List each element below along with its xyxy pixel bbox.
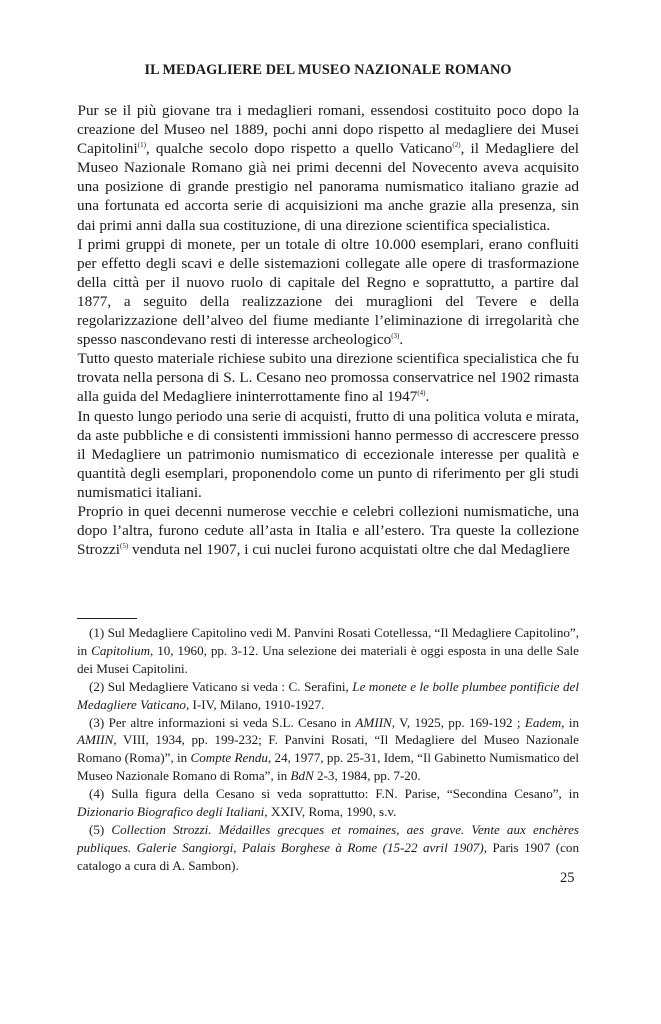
footnote-ref-1[interactable]: (1) bbox=[137, 141, 146, 150]
footnote-ref-4[interactable]: (4) bbox=[417, 389, 426, 398]
paragraph-3: Tutto questo materiale richiese subito una direzione scientifica specialistica che fu trovata nella persona di S. L. Cesano neo promossa conservatrice nel 1902 rimasta alla guida del Medagliere ininterrottamente fino al 1947$^{(4)}$. bbox=[77, 350, 579, 406]
footnote-ref-2[interactable]: (2) bbox=[452, 141, 461, 150]
paragraph-5: Proprio in quei decenni numerose vecchie e celebri collezioni numismatiche, una dopo l’altra, furono cedute all’asta in Italia e all’estero. Tra queste la collezione Strozzi$^{(5)}$ venduta nel 1907, i cui nuclei furono acquistati oltre che dal Medagliere bbox=[77, 502, 579, 559]
footnote-5: (5) Collection Strozzi. Médailles grecques et romaines, aes grave. Vente aux enchères publiques. Galerie Sangiorgi, Palais Borghese à Rome (15-22 avril 1907), Paris 1907 (con catalogo a cura di A. Sambon). bbox=[77, 821, 579, 873]
footnote-ref-3[interactable]: (3) bbox=[391, 332, 400, 341]
footnote-4: (4) Sulla figura della Cesano si veda soprattutto: F.N. Parise, “Secondina Cesano”, in Dizionario Biografico degli Italiani, XXIV, Roma, 1990, s.v. bbox=[77, 786, 579, 820]
footnote-2: (2) Sul Medagliere Vaticano si veda : C. Serafini, Le monete e le bolle plumbee pontificie del Medagliere Vaticano, I-IV, Milano, 1910-1927. bbox=[77, 678, 579, 712]
paragraph-1: Pur se il più giovane tra i medaglieri romani, essendosi costituito poco dopo la creazione del Museo nel 1889, pochi anni dopo rispetto al medagliere dei Musei Capitolini$^{(1)}$, qualche secolo dopo rispetto a quello Vaticano$^{(2)}$, il Medagliere del Museo Nazionale Romano già nei primi decenni del Novecento aveva acquisito una posizione di grande prestigio nel panorama numismatico italiano grazie ad una fortunata ed accorta serie di acquisizioni ma anche grazie alla presenza, sin dai primi anni dalla sua costituzione, di una direzione scientifica specialistica. bbox=[77, 102, 579, 234]
footnotes bbox=[77, 624, 579, 875]
footnote-1: (1) Sul Medagliere Capitolino vedi M. Panvini Rosati Cotellessa, “Il Medagliere Capitolino”, in Capitolium, 10, 1960, pp. 3-12. Una selezione dei materiali è oggi esposta in una delle Sale dei Musei Capitolini. bbox=[77, 625, 579, 676]
body-text bbox=[77, 101, 579, 559]
footnote-ref-5[interactable]: (5) bbox=[120, 542, 129, 551]
page-title: IL MEDAGLIERE DEL MUSEO NAZIONALE ROMANO bbox=[144, 62, 512, 78]
footnote-3: (3) Per altre informazioni si veda S.L. Cesano in AMIIN, V, 1925, pp. 169-192 ; Eadem, in AMIIN, VIII, 1934, pp. 199-232; F. Panvini Rosati, “Il Medagliere del Museo Nazionale Romano (Roma)”, in Compte Rendu, 24, 1977, pp. 25-31, Idem, “Il Gabinetto Numismatico del Museo Nazionale Romano di Roma”, in BdN 2-3, 1984, pp. 7-20. bbox=[77, 714, 580, 784]
footnote-divider bbox=[77, 618, 137, 619]
page-number: 25 bbox=[560, 870, 575, 886]
paragraph-2: I primi gruppi di monete, per un totale di oltre 10.000 esemplari, erano confluiti per effetto degli scavi e delle sistemazioni collegate alle opere di trasformazione della città per il nuovo ruolo di capitale del Regno e soprattutto, a partire dal 1877, a seguito della realizzazione dei muraglioni del Tevere e della regolarizzazione dell’alveo del fiume mediante l’eliminazione di irregolarità che spesso nascondevano resti di interesse archeologico$^{(3)}$. bbox=[77, 235, 579, 349]
page-content bbox=[77, 62, 579, 559]
paragraph-4: In questo lungo periodo una serie di acquisti, frutto di una politica voluta e mirata, da aste pubbliche e di consistenti immissioni hanno permesso di accrescere presso il Medagliere un patrimonio numismatico di eccezionale interesse per qualità e quantità degli esemplari, proponendolo come un punto di riferimento per gli studi numismatici italiani. bbox=[77, 407, 579, 501]
